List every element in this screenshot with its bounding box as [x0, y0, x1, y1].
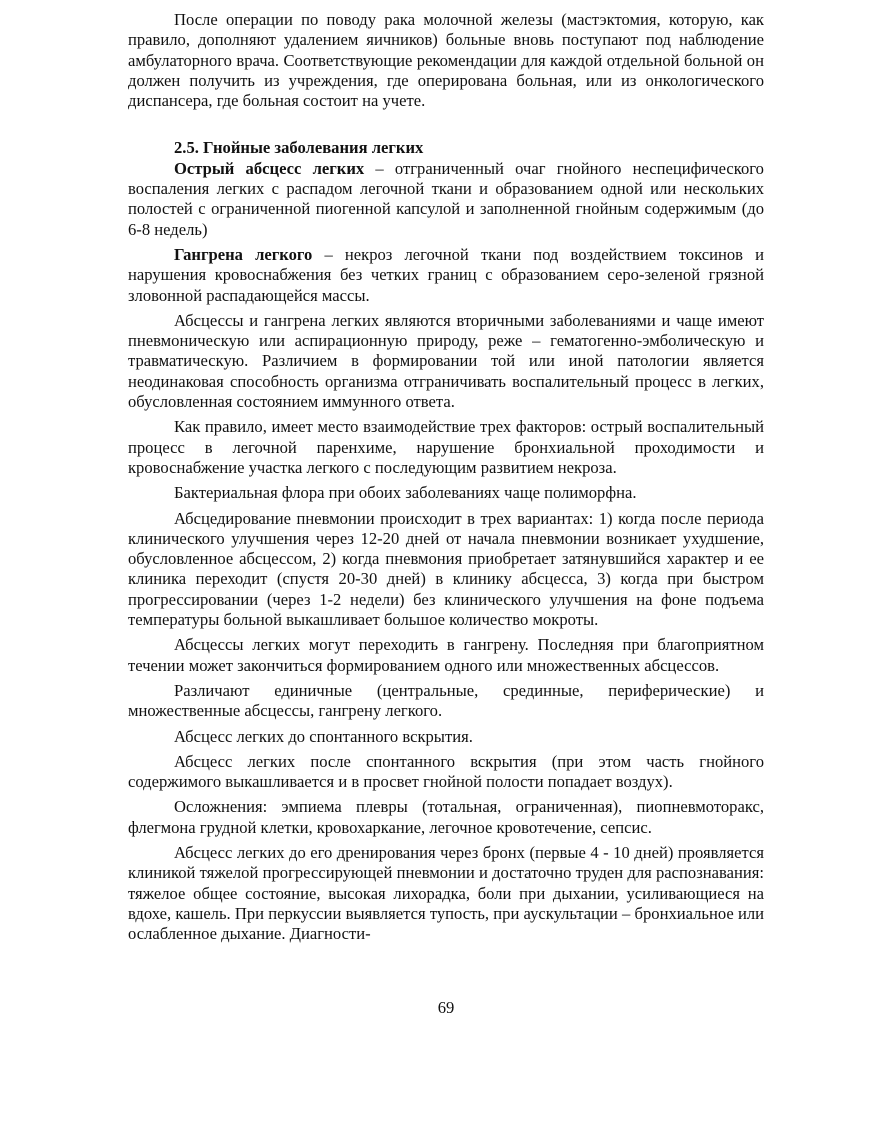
gangrene-term: Гангрена легкого	[174, 244, 313, 264]
body-paragraph: Осложнения: эмпиема плевры (тотальная, ограниченная), пиопневмоторакс, флегмона грудной клетки, кровохаркание, легочное кровотечение, сепсис.	[128, 797, 764, 837]
section-heading: 2.5. Гнойные заболевания легких	[174, 138, 424, 158]
document-page	[128, 10, 764, 949]
body-paragraph: Абсцесс легких после спонтанного вскрытия (при этом часть гнойного содержимого выкашливается и в просвет гнойной полости попадает воздух).	[128, 751, 764, 792]
body-paragraph: Абсцесс легких до его дренирования через бронх (первые 4 - 10 дней) проявляется клиникой тяжелой прогрессирующей пневмонии и достаточно труден для распознавания: тяжелое общее состояние, высокая лихорадка, боли при дыхании, усиливающиеся на вдохе, кашель. При перкуссии выявляется тупость, при аускультации – бронхиальное или ослабленное дыхание. Диагности-	[128, 842, 764, 944]
body-paragraph: Различают единичные (центральные, срединные, периферические) и множественные абсцессы, гангрену легкого.	[128, 680, 764, 721]
body-paragraph: Абсцессы легких могут переходить в гангрену. Последняя при благоприятном течении может закончиться формированием одного или множественных абсцессов.	[128, 635, 764, 675]
abscess-definition-text: – отграниченный очаг гнойного неспецифического воспаления легких с распадом легочной ткани и образованием одной или нескольких полостей с ограниченной пиогенной капсулой и заполненной гнойным содержимым (до 6-8 недель)	[128, 158, 764, 239]
gangrene-definition-text: – некроз легочной ткани под воздействием токсинов и нарушения кровоснабжения без четких границ с образованием серо-зеленой грязной зловонной распадающейся массы.	[128, 244, 765, 305]
body-paragraph: Абсцесс легких до спонтанного вскрытия.	[174, 726, 473, 746]
body-paragraph: Как правило, имеет место взаимодействие трех факторов: острый воспалительный процесс в легочной паренхиме, нарушение бронхиальной проходимости и кровоснабжение участка легкого с последующим развитием некроза.	[128, 417, 764, 477]
abscess-term: Острый абсцесс легких	[174, 158, 365, 178]
body-paragraph: Бактериальная флора при обоих заболеваниях чаще полиморфна.	[174, 483, 637, 503]
abscess-definition	[128, 159, 764, 240]
body-paragraph: Абсцессы и гангрена легких являются вторичными заболеваниями и чаще имеют пневмоническую или аспирационную природу, реже – гематогенно-эмболическую и травматическую. Различием в формировании той или иной патологии является неодинаковая способность организма отграничивать воспалительный процесс в легких, обусловленная состоянием иммунного ответа.	[128, 310, 764, 412]
gangrene-definition	[128, 245, 764, 306]
body-paragraph: Абсцедирование пневмонии происходит в трех вариантах: 1) когда после периода клинического улучшения через 12-20 дней от начала пневмонии возникает ухудшение, обусловленное абсцессом, 2) когда пневмония приобретает затянувшийся характер и ее клиника переходит (спустя 20-30 дней) в клинику абсцесса, 3) когда при быстром прогрессировании (через 1-2 недели) без клинического улучшения на фоне подъема температуры больной выкашливает большое количество мокроты.	[128, 508, 764, 630]
section-gap	[128, 116, 764, 138]
page-number: 69	[437, 998, 455, 1017]
intro-paragraph: После операции по поводу рака молочной железы (мастэктомия, которую, как правило, дополняют удалением яичников) больные вновь поступают под наблюдение амбулаторного врача. Соответствующие рекомендации для каждой отдельной больной он должен получить из учреждения, где оперирована больная, или из онкологического диспансера, где больная состоит на учете.	[128, 10, 764, 111]
